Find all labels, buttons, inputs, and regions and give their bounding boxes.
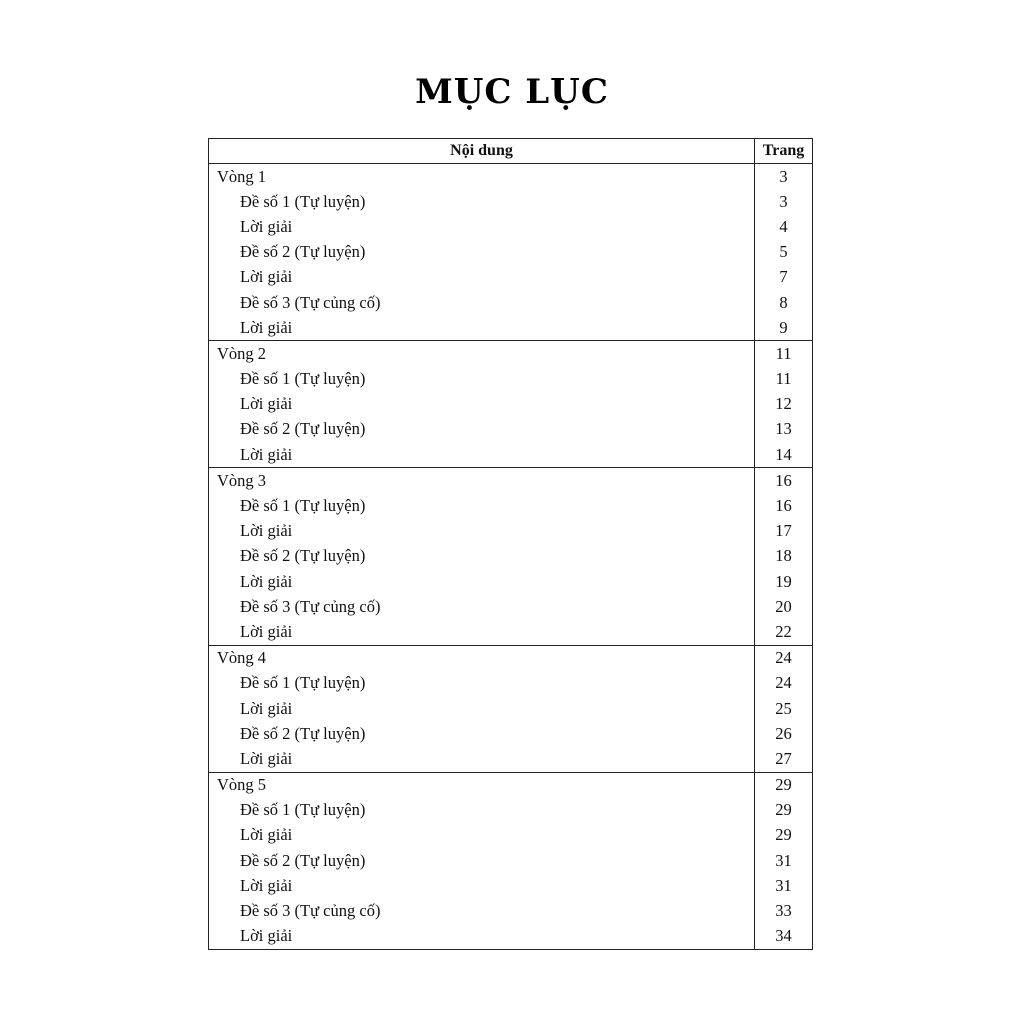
entry-page-number: 34 — [775, 926, 792, 946]
entry-row — [209, 367, 813, 392]
entry-label: Lời giải — [209, 519, 755, 544]
entry-row — [209, 189, 813, 214]
entry-label: Lời giải — [209, 214, 755, 239]
round-row — [209, 645, 813, 671]
entry-row — [209, 265, 813, 290]
entry-label: Lời giải — [209, 823, 755, 848]
entry-page-number: 19 — [775, 571, 792, 591]
entry-label: Lời giải — [209, 569, 755, 594]
entry-page-number: 9 — [779, 317, 788, 337]
entry-row — [209, 671, 813, 696]
entry-row — [209, 240, 813, 265]
round-row — [209, 468, 813, 494]
entry-row — [209, 519, 813, 544]
entry-label: Đề số 3 (Tự củng cố) — [209, 898, 755, 923]
entry-row — [209, 569, 813, 594]
entry-page-number: 26 — [775, 723, 792, 743]
entry-label: Lời giải — [209, 746, 755, 772]
entry-label: Đề số 3 (Tự củng cố) — [209, 594, 755, 619]
entry-page-number: 4 — [779, 216, 788, 236]
entry-page-number: 31 — [775, 850, 792, 870]
entry-page-number: 7 — [779, 267, 788, 287]
entry-row — [209, 924, 813, 950]
entry-label: Lời giải — [209, 442, 755, 468]
entry-row — [209, 315, 813, 341]
entry-row — [209, 290, 813, 315]
header-row — [209, 139, 813, 164]
entry-label: Đề số 1 (Tự luyện) — [209, 671, 755, 696]
entry-page-number: 18 — [775, 546, 792, 566]
round-label: Vòng 3 — [209, 468, 755, 494]
entry-page-number: 11 — [775, 369, 792, 389]
page-title: MỤC LỤC — [415, 72, 609, 112]
entry-row — [209, 594, 813, 619]
round-page-number: 24 — [755, 645, 813, 671]
entry-page-number: 14 — [775, 444, 792, 464]
entry-label: Đề số 2 (Tự luyện) — [209, 240, 755, 265]
round-page-number: 16 — [755, 468, 813, 494]
entry-page-number: 5 — [779, 242, 788, 262]
entry-label: Đề số 1 (Tự luyện) — [209, 493, 755, 518]
round-label: Vòng 2 — [209, 341, 755, 367]
entry-label: Đề số 1 (Tự luyện) — [209, 367, 755, 392]
entry-row — [209, 721, 813, 746]
entry-row — [209, 544, 813, 569]
entry-label: Lời giải — [209, 696, 755, 721]
entry-page-number: 33 — [775, 901, 792, 921]
entry-page-number: 16 — [775, 496, 792, 516]
table-of-contents — [208, 138, 813, 950]
entry-row — [209, 798, 813, 823]
round-page-number: 11 — [755, 341, 813, 367]
entry-row — [209, 442, 813, 468]
entry-label: Lời giải — [209, 315, 755, 341]
entry-label: Lời giải — [209, 265, 755, 290]
round-row — [209, 772, 813, 798]
entry-row — [209, 898, 813, 923]
entry-label: Đề số 2 (Tự luyện) — [209, 544, 755, 569]
round-page-number: 3 — [779, 166, 788, 186]
round-page-number: 29 — [755, 772, 813, 798]
table-body — [209, 164, 813, 950]
entry-row — [209, 696, 813, 721]
entry-label: Lời giải — [209, 619, 755, 645]
entry-page-number: 17 — [775, 521, 792, 541]
entry-label: Đề số 2 (Tự luyện) — [209, 417, 755, 442]
entry-label: Đề số 1 (Tự luyện) — [209, 798, 755, 823]
entry-page-number: 12 — [775, 394, 792, 414]
entry-row — [209, 873, 813, 898]
entry-label: Lời giải — [209, 873, 755, 898]
entry-label: Lời giải — [209, 924, 755, 950]
entry-page-number: 25 — [775, 698, 792, 718]
entry-label: Lời giải — [209, 392, 755, 417]
entry-page-number: 8 — [779, 292, 788, 312]
entry-row — [209, 493, 813, 518]
round-label: Vòng 5 — [209, 772, 755, 798]
round-label: Vòng 4 — [209, 645, 755, 671]
entry-label: Đề số 3 (Tự củng cố) — [209, 290, 755, 315]
entry-row — [209, 619, 813, 645]
entry-page-number: 24 — [775, 673, 792, 693]
entry-row — [209, 392, 813, 417]
entry-page-number: 22 — [775, 621, 792, 641]
entry-row — [209, 417, 813, 442]
round-row — [209, 341, 813, 367]
entry-label: Đề số 1 (Tự luyện) — [209, 189, 755, 214]
entry-page-number: 20 — [775, 596, 792, 616]
entry-label: Đề số 2 (Tự luyện) — [209, 848, 755, 873]
header-page: Trang — [755, 139, 813, 164]
entry-page-number: 31 — [775, 875, 792, 895]
entry-page-number: 3 — [779, 191, 788, 211]
round-row — [209, 164, 813, 190]
entry-row — [209, 746, 813, 772]
entry-page-number: 29 — [775, 825, 792, 845]
entry-row — [209, 848, 813, 873]
round-label: Vòng 1 — [209, 164, 755, 190]
entry-page-number: 29 — [775, 800, 792, 820]
entry-label: Đề số 2 (Tự luyện) — [209, 721, 755, 746]
entry-row — [209, 214, 813, 239]
header-content: Nội dung — [209, 139, 755, 164]
table-header — [209, 139, 813, 164]
entry-row — [209, 823, 813, 848]
entry-page-number: 27 — [775, 748, 792, 768]
entry-page-number: 13 — [775, 419, 792, 439]
